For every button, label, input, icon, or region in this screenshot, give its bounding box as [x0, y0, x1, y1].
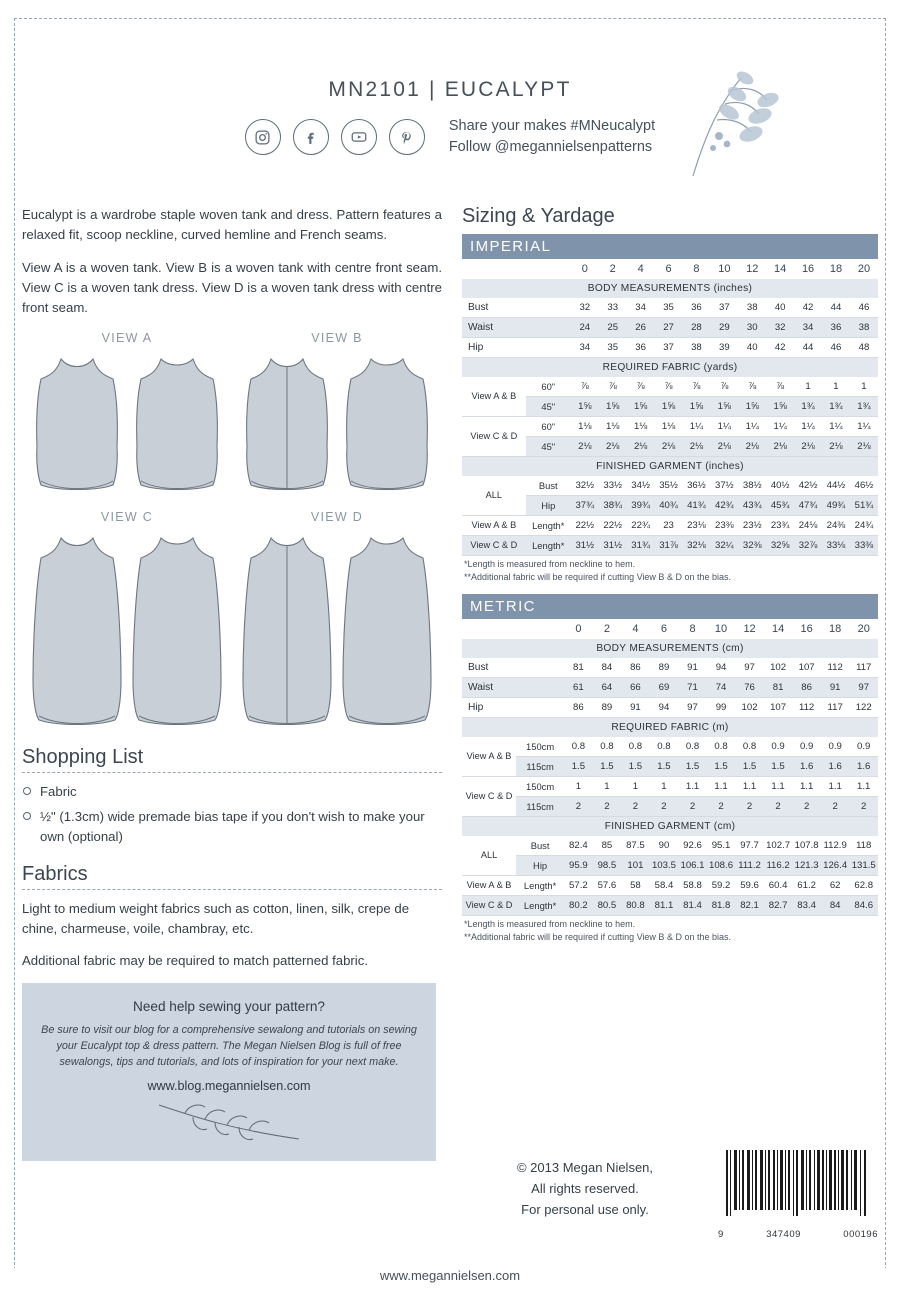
view-c: [22, 510, 232, 730]
table-row: Bust 32 33 34 35 36 37 38 40 42 44 46: [462, 298, 878, 318]
list-item: Fabric: [22, 782, 442, 802]
table-row: Hip 86 89 91 94 97 99 102 107 112 117 122: [462, 698, 878, 718]
help-box: [22, 983, 436, 1162]
table-row: View C & D Length* 80.2 80.5 80.8 81.1 81.4 81.8 82.1 82.7 83.4 84 84.6: [462, 896, 878, 916]
size-header: 2: [603, 623, 610, 635]
sizing-title: Sizing & Yardage: [462, 205, 615, 227]
metric-body-measurements-header: BODY MEASUREMENTS (cm): [462, 639, 878, 658]
table-row: 115cm 2 2 2 2 2 2 2 2 2 2 2: [462, 797, 878, 817]
fabrics-rule: [22, 889, 442, 890]
page-title: MN2101 | EUCALYPT: [328, 78, 572, 101]
help-box-body: Be sure to visit our blog for a comprehensive sewalong and tutorials on sewing your Eucalypt top & dress pattern. The Megan Nielsen Blog is full of free sewalongs, tips and tutorials, and lots of inspiration for your next make.: [41, 1023, 417, 1069]
copyright-line-1: © 2013 Megan Nielsen,: [516, 1160, 654, 1175]
view-d-drawings: [232, 530, 442, 730]
size-header: 12: [743, 623, 756, 635]
intro-paragraph-2: View A is a woven tank. View B is a woven tank with centre front seam. View C is a woven tank dress. View D is a woven tank dress with centre front seam.: [22, 260, 442, 316]
metric-required-fabric-header: REQUIRED FABRIC (m): [462, 718, 878, 738]
size-header: 8: [689, 623, 696, 635]
fabrics-paragraph-2: Additional fabric may be required to match patterned fabric.: [22, 952, 368, 968]
size-header: 10: [714, 623, 728, 635]
table-row: Hip 95.9 98.5 101 103.5 106.1 108.6 111.2 116.2 121.3 126.4 131.5: [462, 856, 878, 876]
metric-size-row: [462, 619, 878, 639]
barcode: [718, 1148, 878, 1240]
dress-front-d: [241, 530, 333, 730]
technical-drawings: [22, 331, 442, 730]
social-icons: [245, 119, 425, 155]
dress-front-c: [31, 530, 123, 730]
size-header: 0: [581, 263, 588, 275]
table-row: ALL Bust 32½ 33½ 34½ 35½ 36½ 37½ 38½ 40½ 42½ 44½ 46½: [462, 476, 878, 496]
size-header: 20: [857, 623, 870, 635]
imperial-note-2: **Additional fabric will be required if cutting View B & D on the bias.: [464, 572, 731, 582]
view-b-label: VIEW B: [311, 331, 363, 346]
shopping-list-rule: [22, 772, 442, 773]
dashed-border-left: [14, 18, 15, 1270]
size-header: 20: [857, 263, 871, 275]
metric-note-1: *Length is measured from neckline to hem.: [464, 919, 636, 929]
tank-back-a: [131, 351, 223, 496]
dashed-border-right: [885, 18, 886, 1270]
view-row-bottom: [22, 510, 442, 730]
imperial-body-measurements-header: BODY MEASUREMENTS (inches): [462, 279, 878, 298]
dashed-border-top: [14, 18, 886, 19]
size-header: 6: [665, 263, 672, 275]
view-c-label: VIEW C: [100, 510, 154, 525]
copyright-line-3: For personal use only.: [521, 1201, 649, 1217]
intro-paragraph-1: Eucalypt is a wardrobe staple woven tank and dress. Pattern features a relaxed fit, scoop neckline, curved hemline and French seams.: [22, 207, 442, 243]
shopping-list: [22, 782, 442, 846]
imperial-finished-garment-header: FINISHED GARMENT (inches): [462, 457, 878, 477]
view-row-top: [22, 331, 442, 496]
size-header: 18: [829, 263, 843, 275]
size-header: 0: [575, 623, 582, 635]
barcode-digits-right: 000196: [843, 1229, 878, 1240]
left-column: [22, 205, 442, 1161]
right-column: [462, 205, 878, 942]
table-row: Waist 61 64 66 69 71 74 76 81 86 91 97: [462, 678, 878, 698]
dress-back-d: [341, 530, 433, 730]
copyright-block: [470, 1158, 700, 1220]
pinterest-icon[interactable]: [389, 119, 425, 155]
blog-url[interactable]: www.blog.megannielsen.com: [147, 1079, 311, 1094]
share-makes-line: Share your makes #MNeucalypt: [448, 118, 656, 134]
size-header: 8: [693, 263, 700, 275]
table-row: View A & B 150cm 0.8 0.8 0.8 0.8 0.8 0.8 0.8 0.9 0.9 0.9 0.9: [462, 737, 878, 757]
view-d-label: VIEW D: [310, 510, 364, 525]
barcode-digit-left: 9: [718, 1229, 724, 1240]
table-row: View C & D Length* 31½ 31½ 31¾ 31⅞ 32⅛ 32¼ 32⅜ 32⅝ 32⅞ 33⅛ 33⅜: [462, 536, 878, 556]
tank-front-a: [31, 351, 123, 496]
instagram-icon[interactable]: [245, 119, 281, 155]
size-header: 16: [801, 263, 815, 275]
barcode-bars: [718, 1148, 878, 1222]
table-row: Bust 81 84 86 89 91 94 97 102 107 112 117: [462, 658, 878, 678]
shopping-list-section: [22, 746, 442, 846]
view-d: [232, 510, 442, 730]
fabrics-section: [22, 863, 442, 971]
metric-note-2: **Additional fabric will be required if cutting View B & D on the bias.: [464, 932, 731, 942]
metric-header: METRIC: [462, 594, 878, 619]
tank-front-b: [241, 351, 333, 496]
size-header: 12: [746, 263, 759, 275]
footer-website-text: www.megannielsen.com: [368, 1268, 532, 1283]
table-row: View A & B Length* 57.2 57.6 58 58.4 58.8 59.2 59.6 60.4 61.2 62 62.8: [462, 876, 878, 896]
fabrics-title: Fabrics: [22, 862, 88, 885]
follow-line: Follow @megannielsenpatterns: [448, 139, 653, 156]
view-a: [22, 331, 232, 496]
size-header: 14: [774, 263, 787, 275]
dress-back-c: [131, 530, 223, 730]
view-a-drawings: [22, 351, 232, 496]
help-box-heading: Need help sewing your pattern?: [133, 998, 325, 1014]
barcode-number: [718, 1229, 878, 1240]
table-row: 45" 2⅛ 2⅛ 2⅛ 2⅛ 2⅛ 2⅛ 2⅛ 2⅛ 2⅛ 2⅛ 2⅛: [462, 437, 878, 457]
copyright-line-2: All rights reserved.: [531, 1180, 639, 1196]
table-row: 115cm 1.5 1.5 1.5 1.5 1.5 1.5 1.5 1.5 1.6 1.6 1.6: [462, 757, 878, 777]
table-row: 45" 1⅝ 1⅝ 1⅝ 1⅝ 1⅝ 1⅝ 1⅝ 1⅝ 1¾ 1¾ 1¾: [462, 397, 878, 417]
fabrics-paragraph-1: Light to medium weight fabrics such as cotton, linen, silk, crepe de chine, charmeuse, voile, chambray, etc.: [22, 900, 410, 936]
imperial-size-row: [462, 259, 878, 279]
table-row: View C & D 60" 1⅛ 1⅛ 1⅛ 1⅛ 1¼ 1¼ 1¼ 1¼ 1¼ 1¼ 1¼: [462, 417, 878, 437]
table-row: View A & B Length* 22½ 22½ 22¾ 23 23⅛ 23⅜ 23½ 23¾ 24⅛ 24⅜ 24¾: [462, 516, 878, 536]
imperial-required-fabric-header: REQUIRED FABRIC (yards): [462, 358, 878, 378]
shopping-list-title: Shopping List: [22, 746, 144, 769]
size-header: 4: [637, 263, 644, 275]
table-row: View C & D 150cm 1 1 1 1 1.1 1.1 1.1 1.1 1.1 1.1 1.1: [462, 777, 878, 797]
table-row: Waist 24 25 26 27 28 29 30 32 34 36 38: [462, 318, 878, 338]
view-b: [232, 331, 442, 496]
table-row: ALL Bust 82.4 85 87.5 90 92.6 95.1 97.7 102.7 107.8 112.9 118: [462, 836, 878, 856]
youtube-icon[interactable]: [341, 119, 377, 155]
size-header: 18: [829, 623, 842, 635]
imperial-note-1: *Length is measured from neckline to hem.: [464, 559, 636, 569]
footer-website[interactable]: [0, 1268, 900, 1283]
size-header: 16: [800, 623, 813, 635]
size-header: 4: [632, 623, 639, 635]
tank-back-b: [341, 351, 433, 496]
eucalyptus-leaf-illustration: [655, 48, 785, 178]
social-text: [449, 116, 655, 158]
metric-table: [462, 619, 878, 916]
facebook-icon[interactable]: [293, 119, 329, 155]
metric-finished-garment-header: FINISHED GARMENT (cm): [462, 817, 878, 837]
list-item: ½" (1.3cm) wide premade bias tape if you don't wish to make your own (optional): [22, 807, 442, 847]
size-header: 2: [609, 263, 616, 275]
view-b-drawings: [232, 351, 442, 496]
size-header: 14: [771, 623, 785, 635]
help-box-leaf-icon: [40, 1093, 418, 1151]
table-row: Hip 34 35 36 37 38 39 40 42 44 46 48: [462, 338, 878, 358]
table-row: View A & B 60" ⅞ ⅞ ⅞ ⅞ ⅞ ⅞ ⅞ ⅞ 1 1 1: [462, 377, 878, 397]
view-c-drawings: [22, 530, 232, 730]
barcode-digits-mid: 347409: [766, 1229, 801, 1240]
intro-text: [22, 205, 442, 318]
size-header: 10: [718, 263, 731, 275]
view-a-label: VIEW A: [101, 331, 153, 346]
size-header: 6: [660, 623, 668, 635]
table-row: Hip 37¾ 38¾ 39¾ 40¾ 41¾ 42¾ 43¾ 45¾ 47¾ 49¾ 51¾: [462, 496, 878, 516]
imperial-header: IMPERIAL: [462, 234, 878, 259]
imperial-table: [462, 259, 878, 556]
